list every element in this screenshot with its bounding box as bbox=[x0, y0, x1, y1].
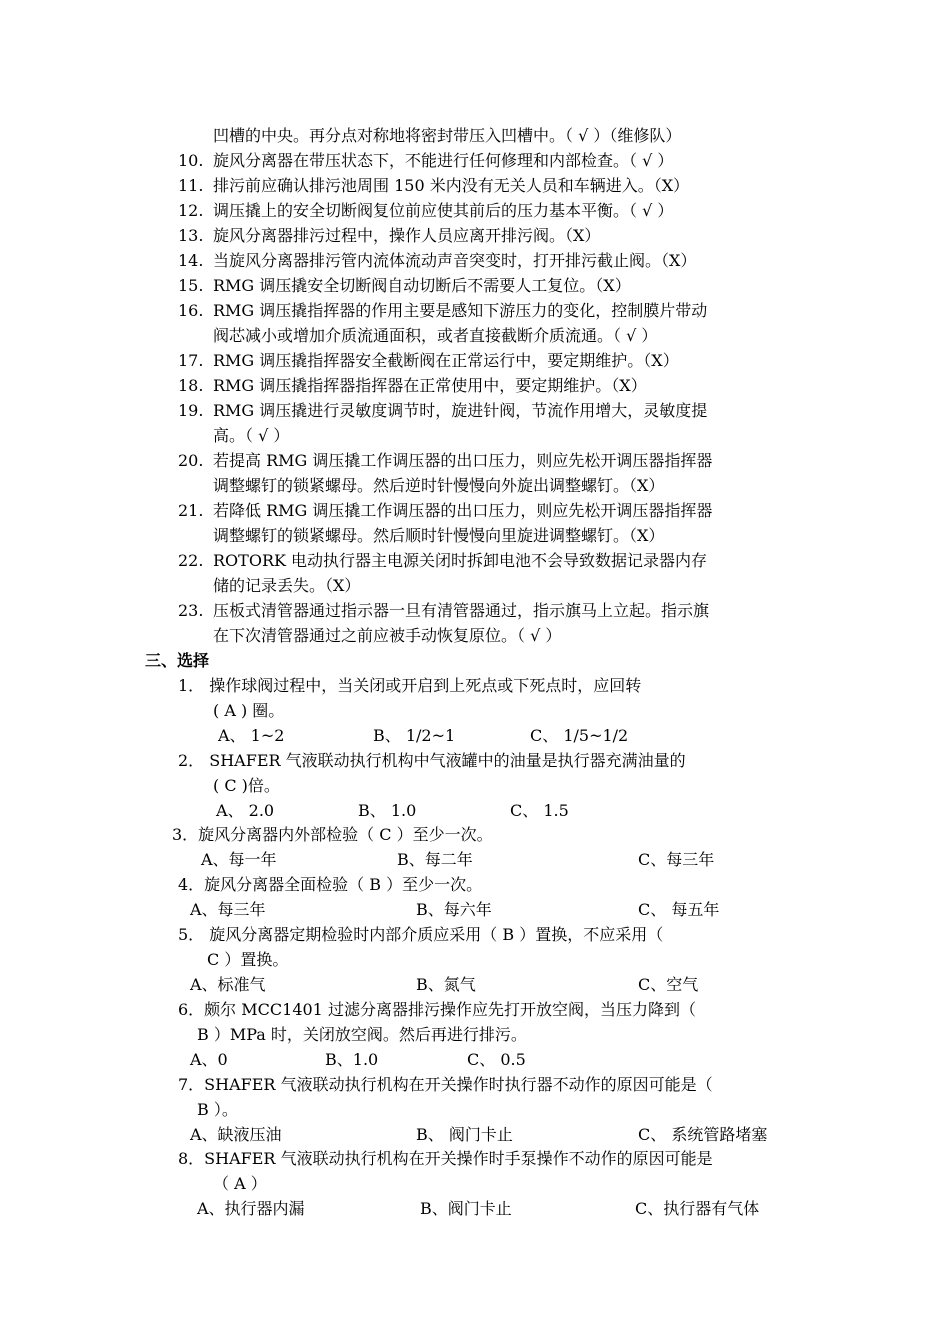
mc-option-a: A、 2.0 bbox=[216, 801, 275, 820]
tf-item-number: 17. bbox=[178, 351, 204, 370]
tf-item-9-continuation: 凹槽的中央。再分点对称地将密封带压入凹槽中。（ √ ）（维修队） bbox=[213, 126, 682, 145]
mc-option-c: C、 每五年 bbox=[638, 900, 720, 919]
mc-option-c: C、 系统管路堵塞 bbox=[638, 1125, 768, 1144]
mc-option-c: C、 0.5 bbox=[467, 1050, 526, 1069]
mc-option-b: B、 1.0 bbox=[358, 801, 417, 820]
mc-option-b: B、阀门卡止 bbox=[420, 1199, 512, 1218]
mc-question-text: B ）MPa 时，关闭放空阀。然后再进行排污。 bbox=[197, 1025, 527, 1044]
mc-question-text: ( C )倍。 bbox=[213, 776, 280, 795]
tf-item-text: ROTORK 电动执行器主电源关闭时拆卸电池不会导致数据记录器内存 bbox=[213, 551, 708, 570]
mc-option-b: B、每二年 bbox=[397, 850, 473, 869]
mc-option-b: B、 阀门卡止 bbox=[416, 1125, 513, 1144]
mc-question-text: 1． 操作球阀过程中，当关闭或开启到上死点或下死点时，应回转 bbox=[178, 676, 642, 695]
mc-option-b: B、 1/2~1 bbox=[373, 726, 456, 745]
tf-item-text: RMG 调压撬指挥器安全截断阀在正常运行中，要定期维护。（X） bbox=[213, 351, 679, 370]
mc-option-c: C、每三年 bbox=[638, 850, 715, 869]
tf-item-text: 旋风分离器排污过程中，操作人员应离开排污阀。（X） bbox=[213, 226, 601, 245]
tf-item-text: 若提高 RMG 调压撬工作调压器的出口压力，则应先松开调压器指挥器 bbox=[213, 451, 713, 470]
tf-item-number: 15. bbox=[178, 276, 204, 295]
mc-question-text: 6．颇尔 MCC1401 过滤分离器排污操作应先打开放空阀，当压力降到（ bbox=[178, 1000, 696, 1019]
mc-option-b: B、1.0 bbox=[325, 1050, 379, 1069]
mc-question-text: B ）。 bbox=[197, 1100, 238, 1119]
mc-option-c: C、空气 bbox=[638, 975, 699, 994]
mc-question-text: ( A ) 圈。 bbox=[213, 701, 285, 720]
mc-option-a: A、标准气 bbox=[190, 975, 266, 994]
mc-option-a: A、执行器内漏 bbox=[197, 1199, 305, 1218]
tf-item-number: 16. bbox=[178, 301, 204, 320]
section-heading: 三、选择 bbox=[145, 651, 210, 670]
tf-item-number: 13. bbox=[178, 226, 204, 245]
tf-item-number: 18. bbox=[178, 376, 204, 395]
mc-question-text: 4．旋风分离器全面检验（ B ）至少一次。 bbox=[178, 875, 483, 894]
tf-item-number: 20. bbox=[178, 451, 204, 470]
tf-item-number: 21. bbox=[178, 501, 204, 520]
tf-item-number: 10. bbox=[178, 151, 204, 170]
tf-item-text: RMG 调压撬指挥器指挥器在正常使用中，要定期维护。（X） bbox=[213, 376, 647, 395]
mc-option-b: B、氮气 bbox=[416, 975, 476, 994]
mc-question-text: 8．SHAFER 气液联动执行机构在开关操作时手泵操作不动作的原因可能是 bbox=[178, 1149, 713, 1168]
tf-item-text: RMG 调压撬安全切断阀自动切断后不需要人工复位。（X） bbox=[213, 276, 631, 295]
mc-question-text: C ）置换。 bbox=[207, 950, 289, 969]
tf-item-number: 11. bbox=[178, 176, 204, 195]
mc-option-a: A、 1~2 bbox=[218, 726, 285, 745]
mc-question-text: 5． 旋风分离器定期检验时内部介质应采用（ B ）置换，不应采用（ bbox=[178, 925, 664, 944]
mc-option-c: C、执行器有气体 bbox=[635, 1199, 760, 1218]
tf-item-text: RMG 调压撬进行灵敏度调节时，旋进针阀，节流作用增大，灵敏度提 bbox=[213, 401, 708, 420]
tf-item-text: 旋风分离器在带压状态下，不能进行任何修理和内部检查。（ √ ） bbox=[213, 151, 674, 170]
tf-item-text: 调整螺钉的锁紧螺母。然后逆时针慢慢向外旋出调整螺钉。（X） bbox=[213, 476, 665, 495]
tf-item-text: 阀芯减小或增加介质流通面积，或者直接截断介质流通。（ √ ） bbox=[213, 326, 658, 345]
mc-question-text: 2． SHAFER 气液联动执行机构中气液罐中的油量是执行器充满油量的 bbox=[178, 751, 686, 770]
mc-option-a: A、每三年 bbox=[190, 900, 266, 919]
tf-item-text: 压板式清管器通过指示器一旦有清管器通过，指示旗马上立起。指示旗 bbox=[213, 601, 710, 620]
mc-option-a: A、每一年 bbox=[201, 850, 277, 869]
mc-option-c: C、 1.5 bbox=[510, 801, 569, 820]
mc-question-text: （ A ） bbox=[213, 1174, 267, 1193]
mc-option-b: B、每六年 bbox=[416, 900, 492, 919]
mc-option-a: A、0 bbox=[190, 1050, 228, 1069]
tf-item-text: 在下次清管器通过之前应被手动恢复原位。（ √ ） bbox=[213, 626, 562, 645]
mc-question-text: 3．旋风分离器内外部检验（ C ）至少一次。 bbox=[172, 825, 493, 844]
tf-item-text: 调压撬上的安全切断阀复位前应使其前后的压力基本平衡。（ √ ） bbox=[213, 201, 674, 220]
mc-option-a: A、缺液压油 bbox=[190, 1125, 282, 1144]
tf-item-text: 储的记录丢失。（X） bbox=[213, 576, 361, 595]
tf-item-text: 调整螺钉的锁紧螺母。然后顺时针慢慢向里旋进调整螺钉。（X） bbox=[213, 526, 665, 545]
tf-item-text: 当旋风分离器排污管内流体流动声音突变时，打开排污截止阀。（X） bbox=[213, 251, 697, 270]
tf-item-number: 22. bbox=[178, 551, 204, 570]
tf-item-text: 排污前应确认排污池周围 150 米内没有无关人员和车辆进入。（X） bbox=[213, 176, 690, 195]
tf-item-text: 若降低 RMG 调压撬工作调压器的出口压力，则应先松开调压器指挥器 bbox=[213, 501, 713, 520]
tf-item-number: 23. bbox=[178, 601, 204, 620]
tf-item-text: 高。（ √ ） bbox=[213, 426, 290, 445]
mc-option-c: C、 1/5~1/2 bbox=[530, 726, 629, 745]
mc-question-text: 7．SHAFER 气液联动执行机构在开关操作时执行器不动作的原因可能是（ bbox=[178, 1075, 713, 1094]
tf-item-text: RMG 调压撬指挥器的作用主要是感知下游压力的变化，控制膜片带动 bbox=[213, 301, 708, 320]
tf-item-number: 19. bbox=[178, 401, 204, 420]
tf-item-number: 12. bbox=[178, 201, 204, 220]
tf-item-number: 14. bbox=[178, 251, 204, 270]
